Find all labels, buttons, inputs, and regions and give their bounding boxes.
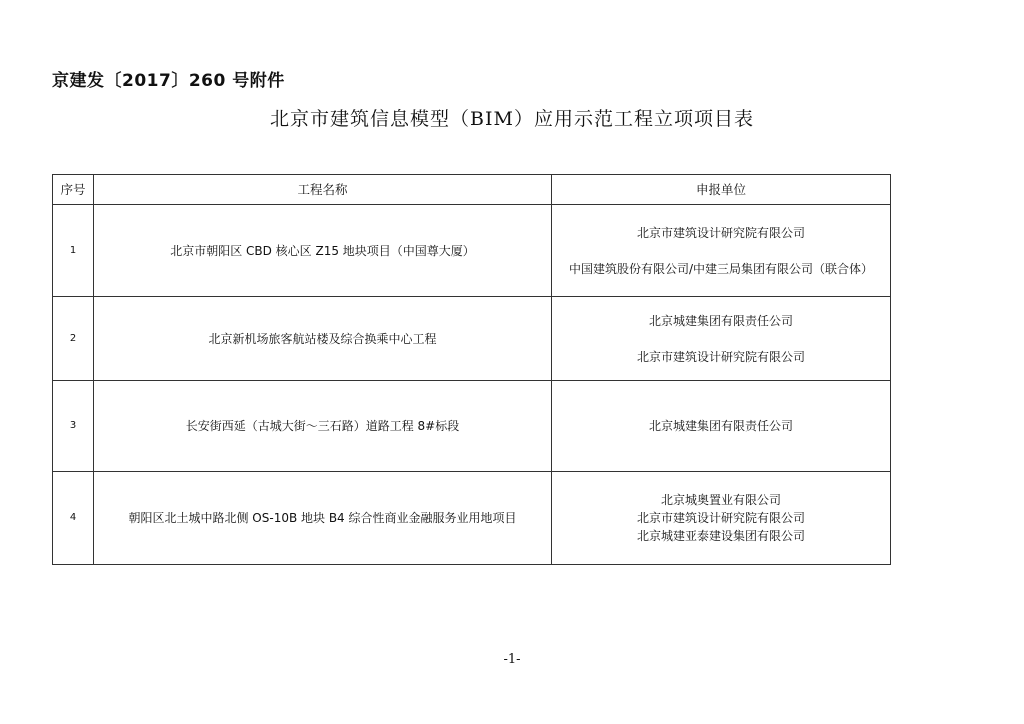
- reporting-unit: 北京城建集团有限责任公司: [648, 419, 793, 433]
- row-number: 4: [53, 472, 94, 565]
- document-title: 北京市建筑信息模型（BIM）应用示范工程立项项目表: [270, 108, 754, 130]
- reporting-unit: 北京城建集团有限责任公司: [648, 313, 793, 328]
- reporting-unit: 北京城建亚泰建设集团有限公司: [636, 529, 805, 543]
- header-project-name: 工程名称: [94, 175, 552, 205]
- table-row: [53, 297, 891, 381]
- table-row: [53, 472, 891, 565]
- reporting-unit: 北京市建筑设计研究院有限公司: [636, 349, 805, 364]
- row-number: 3: [53, 381, 94, 472]
- project-name: 长安街西延（古城大街～三石路）道路工程 8#标段: [94, 381, 552, 472]
- reporting-unit: 北京市建筑设计研究院有限公司: [636, 511, 805, 525]
- document-number: 京建发〔2017〕260 号附件: [52, 71, 285, 91]
- project-table: [52, 174, 891, 565]
- reporting-unit: 北京城奥置业有限公司: [660, 493, 781, 507]
- reporting-units: [552, 472, 891, 565]
- reporting-units: [552, 297, 891, 381]
- row-number: 2: [53, 297, 94, 381]
- reporting-unit: 中国建筑股份有限公司/中建三局集团有限公司（联合体）: [568, 261, 874, 276]
- table-row: [53, 381, 891, 472]
- reporting-units: [552, 381, 891, 472]
- table-header-row: [53, 175, 891, 205]
- page-number: -1-: [503, 652, 521, 667]
- reporting-unit: 北京市建筑设计研究院有限公司: [636, 225, 805, 240]
- header-no: 序号: [53, 175, 94, 205]
- reporting-units: [552, 205, 891, 297]
- project-name: 北京市朝阳区 CBD 核心区 Z15 地块项目（中国尊大厦）: [94, 205, 552, 297]
- project-name: 朝阳区北土城中路北侧 OS-10B 地块 B4 综合性商业金融服务业用地项目: [94, 472, 552, 565]
- row-number: 1: [53, 205, 94, 297]
- project-name: 北京新机场旅客航站楼及综合换乘中心工程: [94, 297, 552, 381]
- header-reporting-unit: 申报单位: [552, 175, 891, 205]
- table-row: [53, 205, 891, 297]
